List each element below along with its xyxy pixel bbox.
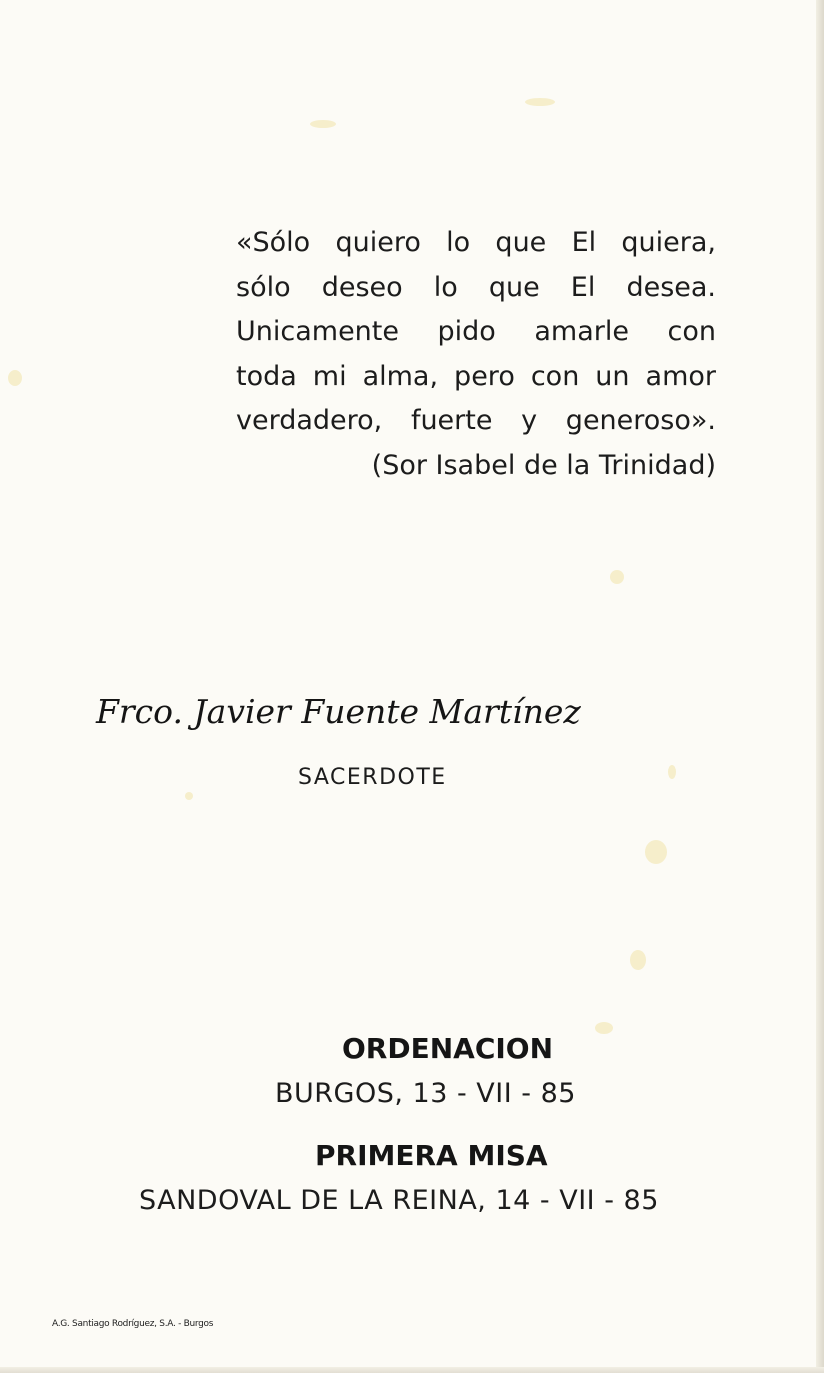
quote-attribution: (Sor Isabel de la Trinidad) <box>371 449 716 481</box>
age-stain <box>8 370 22 386</box>
quote-line: Unicamente pido amarle con <box>236 316 716 348</box>
age-stain <box>185 792 193 800</box>
quote-line: «Sólo quiero lo que El quiera, <box>236 227 716 258</box>
first-mass-heading: PRIMERA MISA <box>315 1139 548 1172</box>
quote-line: sólo deseo lo que El desea. <box>236 271 716 303</box>
age-stain <box>630 950 646 970</box>
age-stain <box>668 765 676 779</box>
age-stain <box>310 120 336 128</box>
age-stain <box>645 840 667 864</box>
printer-imprint: A.G. Santiago Rodríguez, S.A. - Burgos <box>52 1319 214 1329</box>
person-role: SACERDOTE <box>298 765 447 790</box>
age-stain <box>595 1022 613 1034</box>
card-edge-shadow-bottom <box>0 1367 824 1373</box>
quote-line: verdadero, fuerte y generoso». <box>236 405 716 437</box>
first-mass-detail: SANDOVAL DE LA REINA, 14 - VII - 85 <box>139 1185 659 1216</box>
ordination-heading: ORDENACION <box>342 1032 554 1065</box>
ordination-detail: BURGOS, 13 - VII - 85 <box>275 1078 576 1109</box>
quote-line: toda mi alma, pero con un amor <box>236 360 716 392</box>
person-name: Frco. Javier Fuente Martínez <box>96 692 581 731</box>
card-edge-shadow <box>816 0 824 1373</box>
age-stain <box>610 570 624 584</box>
age-stain <box>525 98 555 106</box>
quote-block <box>236 221 716 489</box>
